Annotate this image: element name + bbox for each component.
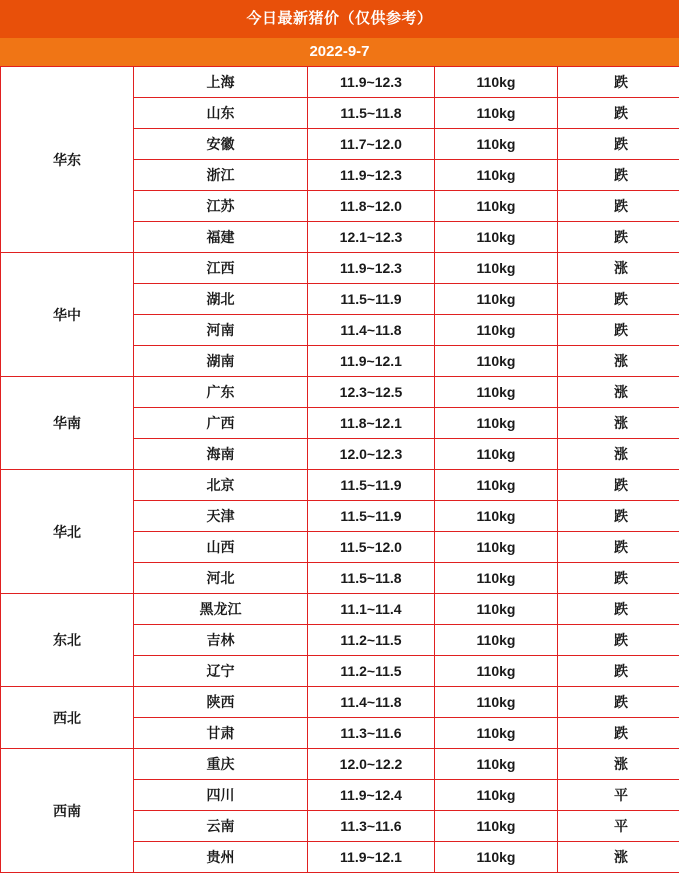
table-row <box>1 749 679 780</box>
province-cell: 福建 <box>134 222 308 253</box>
province-cell: 湖北 <box>134 284 308 315</box>
price-range-cell: 11.1~11.4 <box>308 594 435 625</box>
province-cell: 陕西 <box>134 687 308 718</box>
province-cell: 甘肃 <box>134 718 308 749</box>
weight-cell: 110kg <box>435 625 558 656</box>
weight-cell: 110kg <box>435 284 558 315</box>
trend-cell: 跌 <box>558 501 679 532</box>
trend-cell: 跌 <box>558 470 679 501</box>
trend-cell: 涨 <box>558 346 679 377</box>
trend-cell: 涨 <box>558 377 679 408</box>
province-cell: 北京 <box>134 470 308 501</box>
trend-cell: 跌 <box>558 129 679 160</box>
trend-cell: 跌 <box>558 687 679 718</box>
price-range-cell: 11.3~11.6 <box>308 718 435 749</box>
weight-cell: 110kg <box>435 594 558 625</box>
trend-cell: 跌 <box>558 532 679 563</box>
region-cell: 东北 <box>1 594 134 687</box>
table-row <box>1 470 679 501</box>
province-cell: 山西 <box>134 532 308 563</box>
weight-cell: 110kg <box>435 842 558 873</box>
trend-cell: 跌 <box>558 222 679 253</box>
weight-cell: 110kg <box>435 780 558 811</box>
province-cell: 浙江 <box>134 160 308 191</box>
trend-cell: 跌 <box>558 625 679 656</box>
region-cell: 西北 <box>1 687 134 749</box>
page-title: 今日最新猪价（仅供参考） <box>0 0 679 38</box>
price-range-cell: 11.5~12.0 <box>308 532 435 563</box>
province-cell: 海南 <box>134 439 308 470</box>
price-range-cell: 11.9~12.1 <box>308 842 435 873</box>
province-cell: 山东 <box>134 98 308 129</box>
price-range-cell: 11.9~12.3 <box>308 160 435 191</box>
price-range-cell: 11.3~11.6 <box>308 811 435 842</box>
weight-cell: 110kg <box>435 687 558 718</box>
region-cell: 华中 <box>1 253 134 377</box>
weight-cell: 110kg <box>435 408 558 439</box>
weight-cell: 110kg <box>435 811 558 842</box>
weight-cell: 110kg <box>435 656 558 687</box>
region-cell: 华南 <box>1 377 134 470</box>
weight-cell: 110kg <box>435 253 558 284</box>
province-cell: 江苏 <box>134 191 308 222</box>
price-range-cell: 11.9~12.4 <box>308 780 435 811</box>
price-range-cell: 11.2~11.5 <box>308 656 435 687</box>
price-range-cell: 11.5~11.8 <box>308 98 435 129</box>
province-cell: 贵州 <box>134 842 308 873</box>
weight-cell: 110kg <box>435 315 558 346</box>
price-range-cell: 12.0~12.3 <box>308 439 435 470</box>
trend-cell: 跌 <box>558 160 679 191</box>
weight-cell: 110kg <box>435 160 558 191</box>
trend-cell: 跌 <box>558 563 679 594</box>
weight-cell: 110kg <box>435 439 558 470</box>
date-label: 2022-9-7 <box>0 38 679 66</box>
weight-cell: 110kg <box>435 501 558 532</box>
trend-cell: 平 <box>558 811 679 842</box>
price-range-cell: 12.3~12.5 <box>308 377 435 408</box>
province-cell: 湖南 <box>134 346 308 377</box>
province-cell: 天津 <box>134 501 308 532</box>
price-range-cell: 12.1~12.3 <box>308 222 435 253</box>
table-row <box>1 67 679 98</box>
trend-cell: 跌 <box>558 656 679 687</box>
province-cell: 辽宁 <box>134 656 308 687</box>
trend-cell: 涨 <box>558 408 679 439</box>
region-cell: 华北 <box>1 470 134 594</box>
trend-cell: 涨 <box>558 749 679 780</box>
weight-cell: 110kg <box>435 563 558 594</box>
trend-cell: 涨 <box>558 253 679 284</box>
province-cell: 云南 <box>134 811 308 842</box>
trend-cell: 涨 <box>558 439 679 470</box>
province-cell: 广西 <box>134 408 308 439</box>
weight-cell: 110kg <box>435 222 558 253</box>
province-cell: 上海 <box>134 67 308 98</box>
price-range-cell: 11.7~12.0 <box>308 129 435 160</box>
price-range-cell: 11.4~11.8 <box>308 687 435 718</box>
trend-cell: 平 <box>558 780 679 811</box>
price-range-cell: 11.4~11.8 <box>308 315 435 346</box>
weight-cell: 110kg <box>435 470 558 501</box>
province-cell: 河北 <box>134 563 308 594</box>
weight-cell: 110kg <box>435 129 558 160</box>
price-range-cell: 11.5~11.8 <box>308 563 435 594</box>
trend-cell: 涨 <box>558 842 679 873</box>
weight-cell: 110kg <box>435 98 558 129</box>
price-range-cell: 11.9~12.1 <box>308 346 435 377</box>
price-table-body <box>1 67 679 873</box>
province-cell: 河南 <box>134 315 308 346</box>
province-cell: 广东 <box>134 377 308 408</box>
weight-cell: 110kg <box>435 67 558 98</box>
price-range-cell: 11.8~12.1 <box>308 408 435 439</box>
province-cell: 重庆 <box>134 749 308 780</box>
price-range-cell: 11.2~11.5 <box>308 625 435 656</box>
price-range-cell: 11.5~11.9 <box>308 470 435 501</box>
trend-cell: 跌 <box>558 191 679 222</box>
price-range-cell: 11.9~12.3 <box>308 67 435 98</box>
table-row <box>1 253 679 284</box>
trend-cell: 跌 <box>558 315 679 346</box>
province-cell: 黑龙江 <box>134 594 308 625</box>
price-table <box>0 66 679 873</box>
table-row <box>1 377 679 408</box>
province-cell: 江西 <box>134 253 308 284</box>
trend-cell: 跌 <box>558 67 679 98</box>
trend-cell: 跌 <box>558 284 679 315</box>
trend-cell: 跌 <box>558 718 679 749</box>
province-cell: 安徽 <box>134 129 308 160</box>
weight-cell: 110kg <box>435 532 558 563</box>
price-range-cell: 12.0~12.2 <box>308 749 435 780</box>
region-cell: 西南 <box>1 749 134 873</box>
weight-cell: 110kg <box>435 718 558 749</box>
province-cell: 四川 <box>134 780 308 811</box>
price-range-cell: 11.5~11.9 <box>308 284 435 315</box>
weight-cell: 110kg <box>435 191 558 222</box>
table-row <box>1 687 679 718</box>
weight-cell: 110kg <box>435 749 558 780</box>
region-cell: 华东 <box>1 67 134 253</box>
price-range-cell: 11.8~12.0 <box>308 191 435 222</box>
price-range-cell: 11.5~11.9 <box>308 501 435 532</box>
weight-cell: 110kg <box>435 346 558 377</box>
trend-cell: 跌 <box>558 98 679 129</box>
price-range-cell: 11.9~12.3 <box>308 253 435 284</box>
table-row <box>1 594 679 625</box>
province-cell: 吉林 <box>134 625 308 656</box>
trend-cell: 跌 <box>558 594 679 625</box>
weight-cell: 110kg <box>435 377 558 408</box>
